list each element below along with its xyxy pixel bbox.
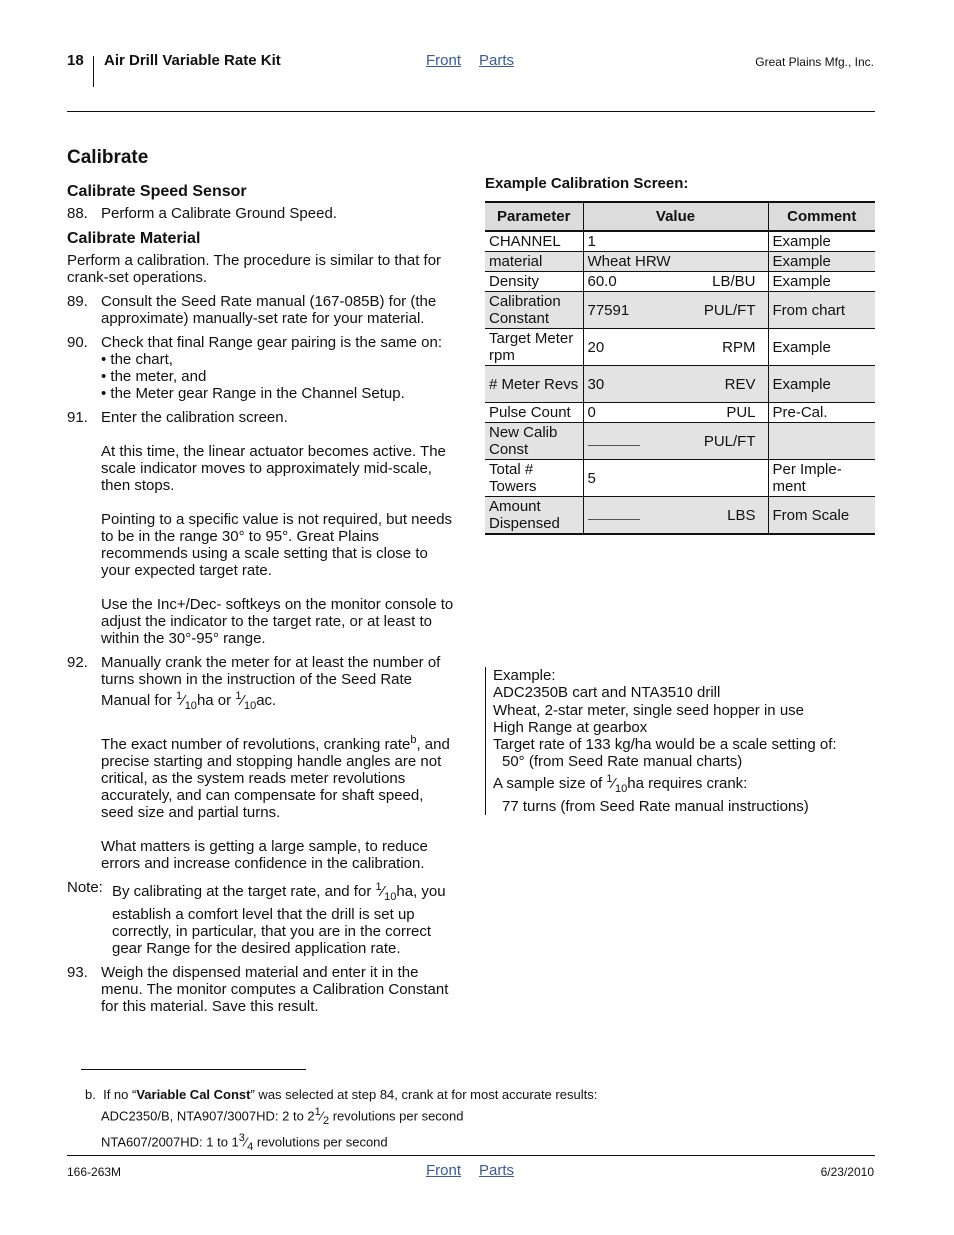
step-93 <box>67 964 459 1015</box>
comment-cell: From chart <box>768 292 875 329</box>
example-line: Wheat, 2-star meter, single seed hopper in use <box>493 701 805 719</box>
column-header: Value <box>583 202 768 231</box>
example-line: 77 turns (from Seed Rate manual instructions) <box>502 798 809 816</box>
step-text: Enter the calibration screen. <box>101 409 288 426</box>
page-number: 18 <box>67 52 84 69</box>
value-text: 1 <box>587 233 596 250</box>
value-cell <box>583 423 768 460</box>
front-link[interactable]: Front <box>426 1162 462 1179</box>
value-cell <box>583 366 768 403</box>
step-paragraph: What matters is getting a large sample, to reduce errors and increase confidence in the calibration. <box>101 838 428 872</box>
left-column <box>67 146 459 1022</box>
parts-link[interactable]: Parts <box>479 52 515 69</box>
step-number: 90. <box>67 334 88 351</box>
value-cell <box>583 329 768 366</box>
table-caption: Example Calibration Screen: <box>485 175 689 192</box>
bullet-item: • the meter, and <box>101 368 207 385</box>
comment-cell: Example <box>768 252 875 272</box>
step-91 <box>67 409 459 647</box>
step-88 <box>67 205 459 222</box>
step-92 <box>67 654 459 872</box>
comment-cell: From Scale <box>768 497 875 535</box>
value-cell <box>583 231 768 252</box>
company-name: Great Plains Mfg., Inc. <box>755 55 874 69</box>
example-line: ADC2350B cart and NTA3510 drill <box>493 684 721 702</box>
value-text: 5 <box>587 469 596 487</box>
table-row <box>485 252 875 272</box>
value-text: Wheat HRW <box>587 253 671 270</box>
document-code: 166-263M <box>67 1165 122 1179</box>
comment-cell <box>768 423 875 460</box>
step-number: 93. <box>67 964 88 981</box>
parameter-cell: Total # Towers <box>485 460 583 497</box>
example-line: 50° (from Seed Rate manual charts) <box>502 753 743 771</box>
step-number: 89. <box>67 293 88 310</box>
table-row <box>485 329 875 366</box>
value-cell <box>583 403 768 423</box>
value-text: 60.0 <box>587 273 617 290</box>
note <box>67 879 459 957</box>
unit-text: PUL/FT <box>703 432 756 450</box>
comment-cell: Example <box>768 329 875 366</box>
example-line: High Range at gearbox <box>493 718 648 736</box>
step-number: 91. <box>67 409 88 426</box>
step-paragraph: The exact number of revolutions, cranking rate$^b$, and precise starting and stopping handle angles are not critical, as the system reads meter revolutions accurately, and can compensate for shaft speed, seed size and partial turns. <box>101 734 450 821</box>
bullet-item: • the chart, <box>101 351 173 368</box>
step-paragraph: At this time, the linear actuator becomes active. The scale indicator moves to approximately mid-scale, then stops. <box>101 443 446 494</box>
step-text: Perform a Calibrate Ground Speed. <box>101 205 337 222</box>
step-paragraph: Use the Inc+/Dec- softkeys on the monitor console to adjust the indicator to the target rate, or at least to within the 30°-95° range. <box>101 596 454 647</box>
parameter-cell: Target Meter rpm <box>485 329 583 366</box>
footnote-rule <box>81 1069 306 1070</box>
header-rule <box>67 111 875 112</box>
step-89 <box>67 293 459 327</box>
parameter-cell: CHANNEL <box>485 231 583 252</box>
comment-cell: Example <box>768 272 875 292</box>
step-90 <box>67 334 459 402</box>
step-text: Consult the Seed Rate manual (167-085B) for (the approximate) manually-set rate for your material. <box>101 293 437 327</box>
parameter-cell: Calibration Constant <box>485 292 583 329</box>
step-number: 92. <box>67 654 88 671</box>
manual-title: Air Drill Variable Rate Kit <box>104 52 281 69</box>
parts-link[interactable]: Parts <box>479 1162 515 1179</box>
example-box <box>485 667 873 815</box>
comment-cell: Example <box>768 231 875 252</box>
comment-cell: Example <box>768 366 875 403</box>
blank-entry-line <box>588 511 640 520</box>
table-row <box>485 272 875 292</box>
value-text: 30 <box>587 375 605 393</box>
unit-text: LBS <box>727 506 756 524</box>
value-cell <box>583 497 768 535</box>
note-label: Note: <box>67 879 103 896</box>
parameter-cell: # Meter Revs <box>485 366 583 403</box>
parameter-cell: Pulse Count <box>485 403 583 423</box>
unit-text: LB/BU <box>712 273 756 290</box>
value-cell <box>583 460 768 497</box>
value-cell <box>583 252 768 272</box>
comment-cell: Pre-Cal. <box>768 403 875 423</box>
step-text: Manually crank the meter for at least the number of turns shown in the instruction of the Seed Rate Manual for $^1⁄_{10}ha$ or $^1⁄_{10}ac$. <box>101 654 441 712</box>
subsection-material-title: Calibrate Material <box>67 230 201 247</box>
front-link[interactable]: Front <box>426 52 462 69</box>
parameter-cell: material <box>485 252 583 272</box>
subsection-speed-title: Calibrate Speed Sensor <box>67 183 247 200</box>
footer-rule <box>67 1155 875 1156</box>
table-row <box>485 292 875 329</box>
column-header: Comment <box>768 202 875 231</box>
table-row <box>485 423 875 460</box>
unit-text: PUL/FT <box>703 301 756 319</box>
table-row <box>485 231 875 252</box>
table-row <box>485 460 875 497</box>
table-row <box>485 497 875 535</box>
material-intro: Perform a calibration. The procedure is similar to that for crank-set operations. <box>67 252 442 286</box>
footnote-line: ADC2350/B, NTA907/3007HD: 2 to $2^1⁄_2$ revolutions per second <box>101 1105 464 1127</box>
header-divider <box>93 56 94 87</box>
example-line: A sample size of $^1⁄_{10}ha$ requires crank: <box>493 772 748 795</box>
value-cell <box>583 272 768 292</box>
parameter-cell: Amount Dispensed <box>485 497 583 535</box>
comment-cell: Per Imple-ment <box>768 460 875 497</box>
unit-text: PUL <box>726 404 756 421</box>
step-text: Weigh the dispensed material and enter it in the menu. The monitor computes a Calibration Constant for this material. Save this result. <box>101 964 449 1015</box>
value-text: 0 <box>587 404 596 421</box>
column-header: Parameter <box>485 202 583 231</box>
document-date: 6/23/2010 <box>820 1165 874 1179</box>
bullet-item: • the Meter gear Range in the Channel Setup. <box>101 385 405 402</box>
blank-entry-line <box>588 437 640 446</box>
parameter-cell: Density <box>485 272 583 292</box>
example-line: Target rate of 133 kg/ha would be a scale setting of: <box>493 736 837 754</box>
step-text: Check that final Range gear pairing is the same on: <box>101 334 443 351</box>
step-number: 88. <box>67 205 88 222</box>
unit-text: REV <box>724 375 756 393</box>
footnote <box>85 1086 597 1156</box>
footnote-line: NTA607/2007HD: 1 to $1^3⁄_4$ revolutions per second <box>101 1131 388 1153</box>
value-text: 20 <box>587 338 605 356</box>
value-text: 77591 <box>587 301 630 319</box>
parameter-cell: New Calib Const <box>485 423 583 460</box>
note-text: By calibrating at the target rate, and for $^1⁄_{10}ha$, you establish a comfort level that the drill is set up correctly, in particular, that you are in the correct gear Range for the desired application rate. <box>112 881 446 957</box>
table-row <box>485 366 875 403</box>
footnote-line: b. If no “Variable Cal Const” was selected at step 84, crank at for most accurate results: <box>85 1087 598 1102</box>
step-paragraph: Pointing to a specific value is not required, but needs to be in the range 30° to 95°. Great Plains recommends using a scale setting that is close to your expected target rate. <box>101 511 453 579</box>
value-cell <box>583 292 768 329</box>
footnote-marker: b <box>410 734 417 746</box>
unit-text: RPM <box>722 338 756 356</box>
section-title: Calibrate <box>67 147 149 168</box>
calibration-table <box>485 201 875 535</box>
table-row <box>485 403 875 423</box>
example-line: Example: <box>493 667 556 684</box>
